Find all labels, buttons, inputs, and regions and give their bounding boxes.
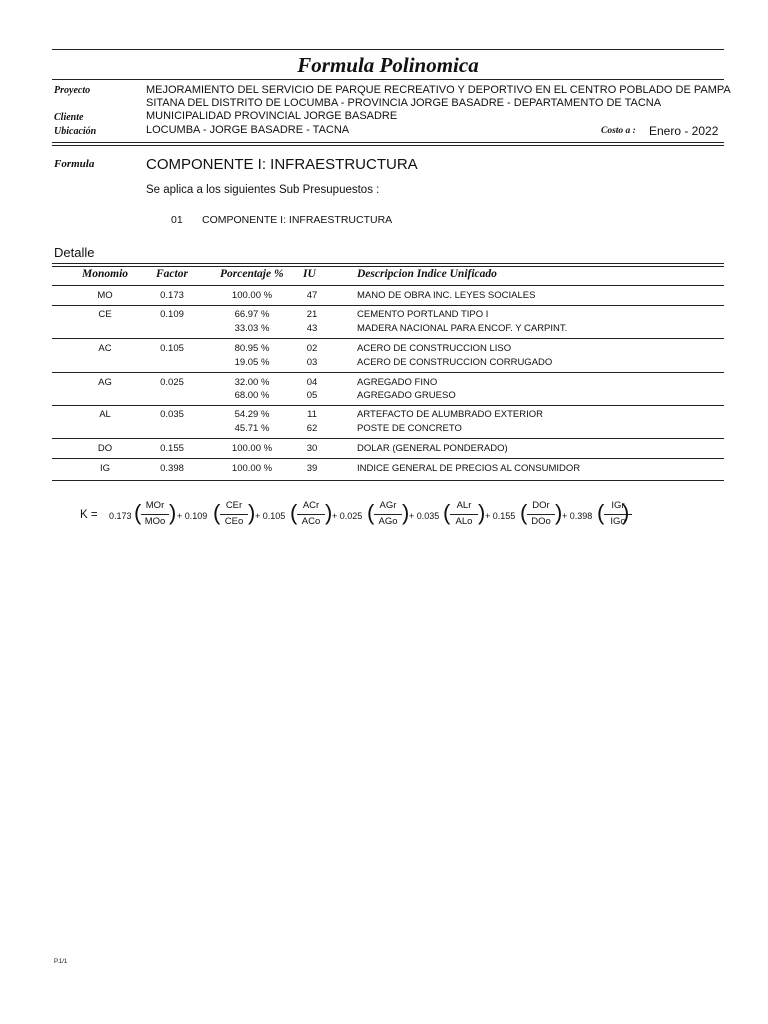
iu-cell: 47 xyxy=(306,290,318,301)
term-fraction xyxy=(219,500,249,528)
iu-cell: 04 xyxy=(306,377,318,388)
iu-cell: 43 xyxy=(306,323,318,334)
description-cell: INDICE GENERAL DE PRECIOS AL CONSUMIDOR xyxy=(357,463,581,474)
page-number: P.1/1 xyxy=(54,959,68,965)
row-divider xyxy=(52,338,724,339)
description-cell: ARTEFACTO DE ALUMBRADO EXTERIOR xyxy=(357,409,543,420)
fraction-denominator: DOo xyxy=(531,516,551,527)
costo-value: Enero - 2022 xyxy=(649,124,719,138)
polynomial-formula xyxy=(80,500,680,534)
fraction-bar xyxy=(527,514,555,515)
percentage-cell: 66.97 % xyxy=(234,309,270,320)
iu-cell: 21 xyxy=(306,309,318,320)
component-title: COMPONENTE I: INFRAESTRUCTURA xyxy=(146,156,418,173)
term-coefficient: + 0.105 xyxy=(255,511,286,521)
percentage-cell: 80.95 % xyxy=(234,343,270,354)
description-cell: CEMENTO PORTLAND TIPO I xyxy=(357,309,489,320)
fraction-denominator: AGo xyxy=(378,516,398,527)
right-paren: ) xyxy=(478,500,486,525)
fraction-bar xyxy=(450,514,478,515)
percentage-cell: 54.29 % xyxy=(234,409,270,420)
description-cell: MANO DE OBRA INC. LEYES SOCIALES xyxy=(357,290,536,301)
right-paren: ) xyxy=(622,500,630,525)
costo-label: Costo a : xyxy=(601,126,636,136)
monomio-cell: MO xyxy=(97,290,113,301)
description-cell: DOLAR (GENERAL PONDERADO) xyxy=(357,443,508,454)
proyecto-label: Proyecto xyxy=(54,85,91,96)
ubicacion-value: LOCUMBA - JORGE BASADRE - TACNA xyxy=(146,124,350,136)
left-paren: ( xyxy=(520,500,528,525)
fraction-numerator: IGr xyxy=(611,500,625,511)
description-cell: ACERO DE CONSTRUCCION CORRUGADO xyxy=(357,357,553,368)
monomio-cell: AG xyxy=(98,377,112,388)
percentage-cell: 45.71 % xyxy=(234,423,270,434)
monomio-cell: AL xyxy=(99,409,111,420)
right-paren: ) xyxy=(555,500,563,525)
iu-cell: 02 xyxy=(306,343,318,354)
term-fraction xyxy=(296,500,326,528)
col-header-iu: IU xyxy=(303,268,316,280)
col-header-monomio: Monomio xyxy=(82,268,129,280)
fraction-bar xyxy=(220,514,248,515)
term-coefficient: + 0.155 xyxy=(485,511,516,521)
description-cell: POSTE DE CONCRETO xyxy=(357,423,462,434)
percentage-cell: 100.00 % xyxy=(231,443,273,454)
fraction-numerator: MOr xyxy=(145,500,165,511)
factor-cell: 0.035 xyxy=(160,409,184,420)
description-cell: AGREGADO FINO xyxy=(357,377,438,388)
row-divider xyxy=(52,372,724,373)
ubicacion-label: Ubicación xyxy=(54,126,97,137)
left-paren: ( xyxy=(367,500,375,525)
iu-cell: 03 xyxy=(306,357,318,368)
header-rule-1 xyxy=(52,142,724,143)
term-fraction xyxy=(373,500,403,528)
fraction-bar xyxy=(297,514,325,515)
term-fraction xyxy=(449,500,479,528)
fraction-numerator: AGr xyxy=(379,500,397,511)
term-coefficient: + 0.025 xyxy=(332,511,363,521)
left-paren: ( xyxy=(290,500,298,525)
monomio-cell: CE xyxy=(98,309,112,320)
iu-cell: 05 xyxy=(306,390,318,401)
description-cell: AGREGADO GRUESO xyxy=(357,390,456,401)
fraction-bar xyxy=(141,514,169,515)
left-paren: ( xyxy=(213,500,221,525)
header-rule-2 xyxy=(52,145,724,146)
fraction-bar xyxy=(374,514,402,515)
col-header-porcentaje: Porcentaje % xyxy=(220,268,284,280)
fraction-numerator: CEr xyxy=(225,500,243,511)
col-header-descripcion: Descripcion Indice Unificado xyxy=(357,268,497,280)
left-paren: ( xyxy=(134,500,142,525)
iu-cell: 39 xyxy=(306,463,318,474)
description-cell: MADERA NACIONAL PARA ENCOF. Y CARPINT. xyxy=(357,323,568,334)
page-title: Formula Polinomica xyxy=(297,53,479,77)
right-paren: ) xyxy=(248,500,256,525)
factor-cell: 0.173 xyxy=(160,290,184,301)
iu-cell: 30 xyxy=(306,443,318,454)
percentage-cell: 68.00 % xyxy=(234,390,270,401)
percentage-cell: 33.03 % xyxy=(234,323,270,334)
cliente-value: MUNICIPALIDAD PROVINCIAL JORGE BASADRE xyxy=(146,110,398,122)
col-header-factor: Factor xyxy=(156,268,188,280)
aplica-text: Se aplica a los siguientes Sub Presupuestos : xyxy=(146,184,380,196)
percentage-cell: 100.00 % xyxy=(231,463,273,474)
factor-cell: 0.398 xyxy=(160,463,184,474)
fraction-denominator: MOo xyxy=(144,516,166,527)
monomio-cell: IG xyxy=(99,463,111,474)
row-divider xyxy=(52,405,724,406)
title-rule xyxy=(52,79,724,80)
row-divider xyxy=(52,458,724,459)
cliente-label: Cliente xyxy=(54,112,84,123)
left-paren: ( xyxy=(597,500,605,525)
row-divider xyxy=(52,305,724,306)
factor-cell: 0.109 xyxy=(160,309,184,320)
factor-cell: 0.155 xyxy=(160,443,184,454)
formula-lhs: K = xyxy=(80,509,98,521)
row-divider xyxy=(52,438,724,439)
term-coefficient: 0.173 xyxy=(109,511,132,521)
iu-cell: 11 xyxy=(307,409,317,420)
monomio-cell: AC xyxy=(98,343,112,354)
term-coefficient: + 0.035 xyxy=(409,511,440,521)
right-paren: ) xyxy=(325,500,333,525)
top-rule xyxy=(52,49,724,50)
term-fraction xyxy=(140,500,170,528)
left-paren: ( xyxy=(443,500,451,525)
fraction-denominator: CEo xyxy=(224,516,244,527)
sub-budget-name: COMPONENTE I: INFRAESTRUCTURA xyxy=(202,214,393,226)
detalle-label: Detalle xyxy=(54,245,95,260)
sub-budget-code: 01 xyxy=(171,214,183,226)
fraction-denominator: IGo xyxy=(610,516,626,527)
formula-label: Formula xyxy=(54,158,95,170)
description-cell: ACERO DE CONSTRUCCION LISO xyxy=(357,343,512,354)
proyecto-line-2: SITANA DEL DISTRITO DE LOCUMBA - PROVINCIA JORGE BASADRE - DEPARTAMENTO DE TACNA xyxy=(146,97,662,109)
term-coefficient: + 0.109 xyxy=(177,511,208,521)
right-paren: ) xyxy=(402,500,410,525)
factor-cell: 0.025 xyxy=(160,377,184,388)
table-header-rule xyxy=(52,285,724,286)
term-fraction xyxy=(526,500,556,528)
fraction-denominator: ACo xyxy=(301,516,321,527)
factor-cell: 0.105 xyxy=(160,343,184,354)
table-top-rule-1 xyxy=(52,263,724,264)
right-paren: ) xyxy=(169,500,177,525)
percentage-cell: 32.00 % xyxy=(234,377,270,388)
term-coefficient: + 0.398 xyxy=(562,511,593,521)
table-top-rule-2 xyxy=(52,266,724,267)
table-bottom-rule xyxy=(52,480,724,481)
proyecto-line-1: MEJORAMIENTO DEL SERVICIO DE PARQUE RECREATIVO Y DEPORTIVO EN EL CENTRO POBLADO DE PAMPA xyxy=(146,84,731,96)
monomio-cell: DO xyxy=(97,443,113,454)
percentage-cell: 19.05 % xyxy=(234,357,270,368)
iu-cell: 62 xyxy=(306,423,318,434)
fraction-numerator: ACr xyxy=(302,500,320,511)
fraction-numerator: DOr xyxy=(532,500,550,511)
fraction-numerator: ALr xyxy=(456,500,472,511)
fraction-denominator: ALo xyxy=(455,516,473,527)
percentage-cell: 100.00 % xyxy=(231,290,273,301)
